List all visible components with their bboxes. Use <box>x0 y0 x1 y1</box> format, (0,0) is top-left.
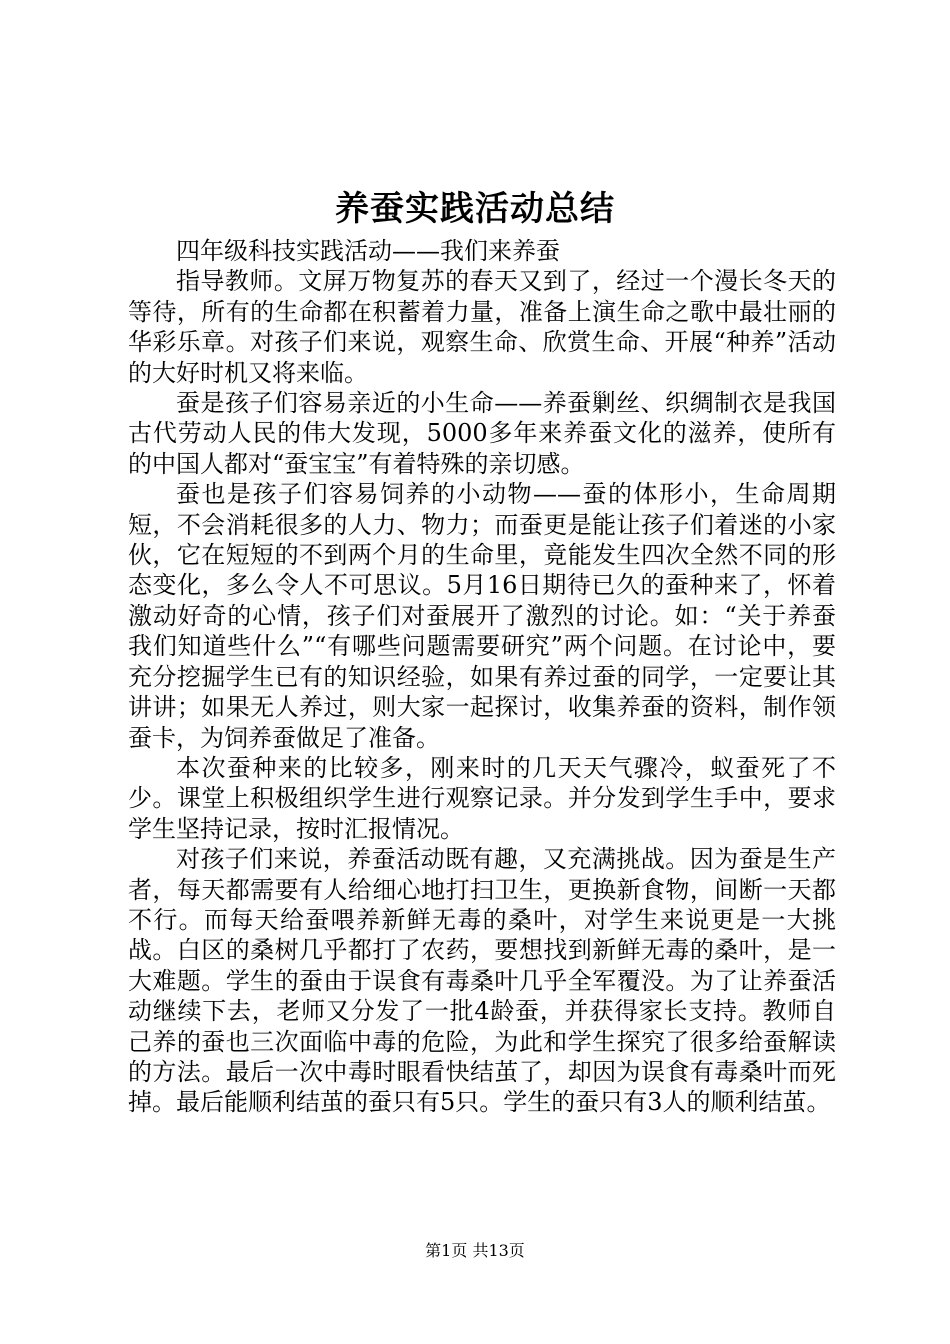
paragraph-raising: 蚕也是孩子们容易饲养的小动物——蚕的体形小，生命周期短，不会消耗很多的人力、物力；而蚕更是能让孩子们着迷的小家伙，它在短短的不到两个月的生命里，竟能发生四次全然不同的形态变化，多么令人不可思议。5月16日期待已久的蚕种来了，怀着激动好奇的心情，孩子们对蚕展开了激烈的讨论。如：“关于养蚕我们知道些什么”“有哪些问题需要研究”两个问题。在讨论中，要充分挖掘学生已有的知识经验，如果有养过蚕的同学，一定要让其讲讲；如果无人养过，则大家一起探讨，收集养蚕的资料，制作领蚕卡，为饲养蚕做足了准备。 <box>128 480 836 752</box>
paragraph-silkworm-culture: 蚕是孩子们容易亲近的小生命——养蚕剿丝、织绸制衣是我国古代劳动人民的伟大发现，5000多年来养蚕文化的滋养，使所有的中国人都对“蚕宝宝”有着特殊的亲切感。 <box>128 389 836 478</box>
paragraph-subtitle: 四年级科技实践活动——我们来养蚕 <box>176 237 560 265</box>
document-title: 养蚕实践活动总结 <box>335 189 615 229</box>
page-number-footer: 第1页 共13页 <box>425 1241 525 1260</box>
document-body <box>128 236 836 1118</box>
paragraph-intro: 指导教师。文屏万物复苏的春天又到了，经过一个漫长冬天的等待，所有的生命都在积蓄着力量，准备上演生命之歌中最壮丽的华彩乐章。对孩子们来说，观察生命、欣赏生命、开展“种养”活动的大好时机又将来临。 <box>128 267 836 387</box>
paragraph-observation: 本次蚕种来的比较多，刚来时的几天天气骤冷，蚁蚕死了不少。课堂上积极组织学生进行观察记录。并分发到学生手中，要求学生坚持记录，按时汇报情况。 <box>128 753 836 843</box>
paragraph-challenge: 对孩子们来说，养蚕活动既有趣，又充满挑战。因为蚕是生产者，每天都需要有人给细心地打扫卫生，更换新食物，间断一天都不行。而每天给蚕喂养新鲜无毒的桑叶，对学生来说更是一大挑战。白区的桑树几乎都打了农药，要想找到新鲜无毒的桑叶，是一大难题。学生的蚕由于误食有毒桑叶几乎全军覆没。为了让养蚕活动继续下去，老师又分发了一批4龄蚕，并获得家长支持。教师自己养的蚕也三次面临中毒的危险，为此和学生探究了很多给蚕解读的方法。最后一次中毒时眼看快结茧了，却因为误食有毒桑叶而死掉。最后能顺利结茧的蚕只有5只。学生的蚕只有3人的顺利结茧。 <box>128 845 836 1117</box>
